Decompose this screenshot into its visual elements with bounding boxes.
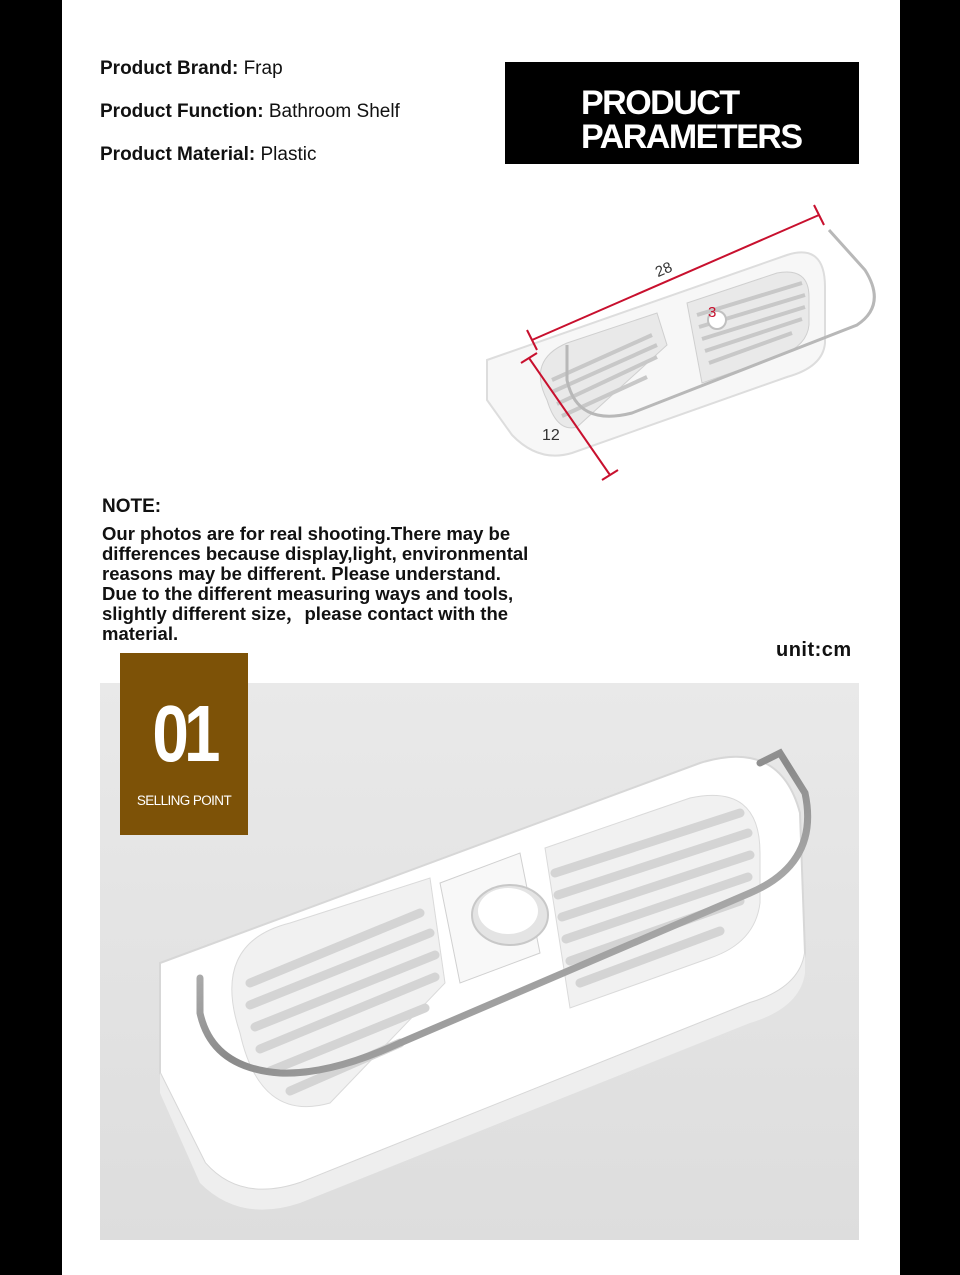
unit-label: unit:cm	[776, 639, 852, 661]
spec-function-value: Bathroom Shelf	[268, 101, 400, 122]
product-parameters-title: PRODUCT PARAMETERS	[581, 84, 802, 156]
note-line: slightly different size，please contact with the	[102, 603, 509, 624]
product-page	[62, 0, 900, 1275]
note-title: NOTE:	[102, 496, 162, 517]
dimension-diagram	[457, 195, 877, 495]
note-line: Due to the different measuring ways and tools,	[102, 583, 514, 604]
spec-function	[100, 101, 400, 123]
spec-material	[100, 144, 316, 166]
hole-dimension-label: 3	[708, 304, 717, 321]
selling-point-label: SELLING POINT	[136, 793, 232, 808]
selling-point-number: 01	[152, 689, 216, 778]
spec-material-label: Product Material:	[100, 144, 256, 165]
note-line: material.	[102, 623, 179, 644]
spec-brand-value: Frap	[243, 58, 283, 79]
note-line: differences because display,light, environmental	[102, 543, 529, 564]
spec-function-label: Product Function:	[100, 101, 264, 122]
width-dimension-label: 12	[542, 427, 560, 444]
spec-brand-label: Product Brand:	[100, 58, 239, 79]
note-body	[102, 524, 622, 644]
note-line: reasons may be different. Please understand.	[102, 563, 501, 584]
note-line: Our photos are for real shooting.There may be	[102, 523, 511, 544]
shelf-diagram-image	[487, 230, 874, 456]
product-parameters-banner	[505, 62, 859, 164]
spec-material-value: Plastic	[260, 144, 317, 165]
length-dimension-label: 28	[652, 258, 675, 281]
selling-point-badge	[120, 653, 248, 835]
spec-brand	[100, 58, 283, 80]
